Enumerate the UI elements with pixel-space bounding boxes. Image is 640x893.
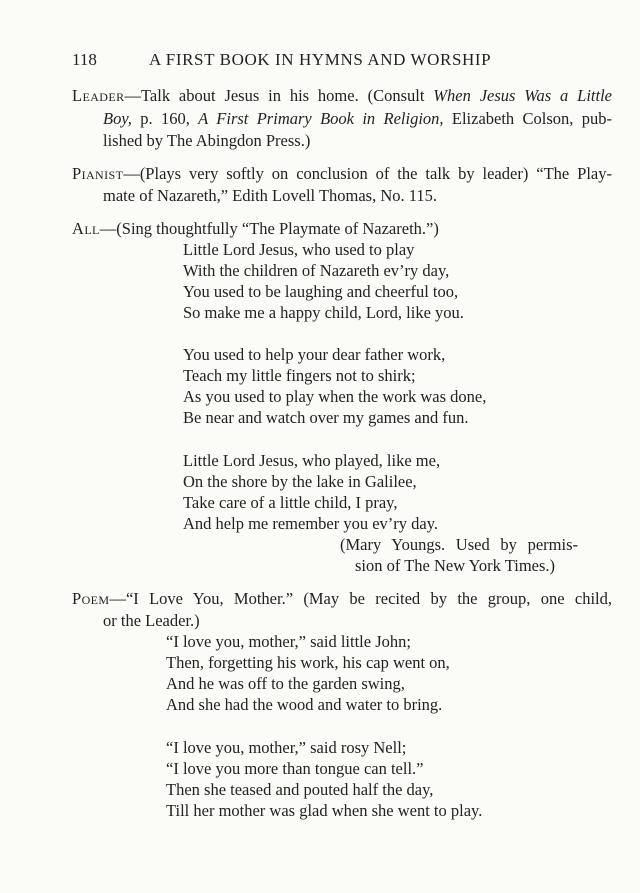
hymn-line: As you used to play when the work was done, (183, 387, 487, 406)
hymn-line: On the shore by the lake in Galilee, (183, 472, 417, 491)
hymn-line: And help me remember you ev’ry day. (183, 514, 439, 533)
poem-line: “I love you, mother,” said little John; (166, 632, 411, 651)
poem-intro-line-2: or the Leader.) (103, 611, 200, 630)
pianist-line-1: Pianist—(Plays very softly on conclusion of the talk by leader) “The Play- (72, 164, 612, 183)
hymn-line: Little Lord Jesus, who used to play (183, 240, 415, 259)
hymn-line: With the children of Nazareth ev’ry day, (183, 261, 450, 280)
running-title: A FIRST BOOK IN HYMNS AND WORSHIP (149, 50, 492, 69)
poem-line: Till her mother was glad when she went to play. (166, 801, 483, 820)
page-number: 118 (72, 50, 97, 69)
poem-intro-line-1: Poem—“I Love You, Mother.” (May be recited by the group, one child, (72, 589, 612, 608)
poem-line: Then, forgetting his work, his cap went on, (166, 653, 450, 672)
hymn-credit-line-2: sion of The New York Times.) (355, 556, 556, 575)
poem-line: “I love you more than tongue can tell.” (166, 759, 424, 778)
book-title-jesus-little-boy: When Jesus Was a Little (433, 86, 613, 105)
hymn-line: So make me a happy child, Lord, like you. (183, 303, 464, 322)
page-header (72, 50, 612, 74)
poem-label: Poem (72, 589, 110, 608)
leader-line-2: Boy, p. 160, A First Primary Book in Religion, Elizabeth Colson, pub- (103, 109, 612, 128)
hymn-line: Take care of a little child, I pray, (183, 493, 398, 512)
poem-line: Then she teased and pouted half the day, (166, 780, 434, 799)
leader-line-1: Leader—Talk about Jesus in his home. (Consult When Jesus Was a Little (72, 86, 613, 105)
poem-line: And he was off to the garden swing, (166, 674, 405, 693)
hymn-line: Be near and watch over my games and fun. (183, 408, 469, 427)
poem-line: And she had the wood and water to bring. (166, 695, 443, 714)
all-label: All (72, 219, 100, 238)
all-intro: All—(Sing thoughtfully “The Playmate of Nazareth.”) (72, 219, 439, 238)
book-title-first-primary: A First Primary Book in Religion, (198, 109, 444, 128)
leader-label: Leader (72, 86, 125, 105)
hymn-line: Little Lord Jesus, who played, like me, (183, 451, 441, 470)
leader-line-3: lished by The Abingdon Press.) (103, 131, 311, 150)
hymn-credit-line-1: (Mary Youngs. Used by permis- (340, 535, 578, 554)
poem-line: “I love you, mother,” said rosy Nell; (166, 738, 407, 757)
hymn-line: You used to help your dear father work, (183, 345, 446, 364)
pianist-line-2: mate of Nazareth,” Edith Lovell Thomas, No. 115. (103, 186, 438, 205)
pianist-label: Pianist (72, 164, 124, 183)
hymn-line: You used to be laughing and cheerful too, (183, 282, 459, 301)
hymn-line: Teach my little fingers not to shirk; (183, 366, 416, 385)
